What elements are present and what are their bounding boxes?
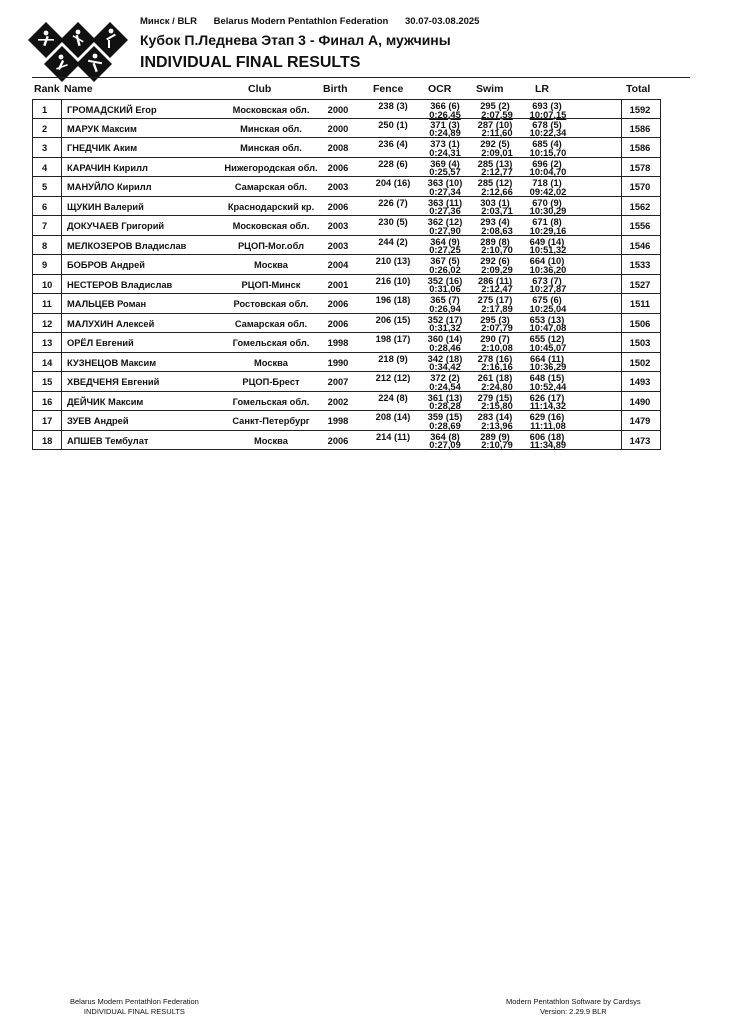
cell-name: МЕЛКОЗЕРОВ Владислав bbox=[67, 240, 187, 251]
cell-name: ОРЁЛ Евгений bbox=[67, 338, 134, 348]
cell-lr-points: 626 (17) bbox=[529, 392, 565, 403]
competition-title: Кубок П.Леднева Этап 3 - Финал А, мужчины bbox=[140, 32, 451, 48]
cell-swim-points: 286 (11) bbox=[477, 275, 513, 286]
cell-swim-time: 2:07,79 bbox=[481, 323, 513, 333]
cell-swim-time: 2:16,16 bbox=[481, 362, 513, 372]
cell-lr-points: 693 (3) bbox=[532, 101, 562, 111]
cell-ocr-points: 360 (14) bbox=[427, 334, 463, 344]
column-divider bbox=[61, 177, 62, 196]
column-header-ocr: OCR bbox=[428, 83, 452, 95]
cell-rank: 11 bbox=[42, 299, 52, 309]
cell-swim-points: 261 (18) bbox=[477, 373, 513, 383]
cell-ocr-time: 0:27,09 bbox=[429, 440, 461, 450]
cell-swim-time: 2:03,71 bbox=[481, 206, 513, 216]
cell-swim-points: 289 (8) bbox=[480, 236, 510, 247]
cell-club: Москва bbox=[254, 435, 288, 446]
cell-lr-time: 10:04,70 bbox=[529, 167, 567, 177]
cell-ocr-points: 369 (4) bbox=[430, 158, 460, 169]
cell-birth: 2003 bbox=[327, 221, 349, 231]
column-divider bbox=[621, 411, 622, 430]
cell-lr-points: 655 (12) bbox=[529, 334, 565, 344]
cell-name: ХВЕДЧЕНЯ Евгений bbox=[67, 377, 160, 387]
cell-birth: 2000 bbox=[327, 105, 349, 115]
footer-software: Modern Pentathlon Software by Cardsys bbox=[506, 997, 641, 1006]
column-divider bbox=[621, 372, 622, 391]
cell-birth: 2003 bbox=[327, 240, 349, 251]
cell-swim-time: 2:17,89 bbox=[481, 303, 513, 314]
cell-ocr-points: 361 (13) bbox=[427, 392, 463, 403]
cell-swim-points: 303 (1) bbox=[480, 197, 510, 208]
cell-birth: 2003 bbox=[327, 182, 349, 192]
cell-swim-time: 2:10,08 bbox=[481, 342, 513, 353]
cell-rank: 6 bbox=[42, 201, 48, 212]
cell-total: 1578 bbox=[629, 162, 651, 173]
table-row bbox=[33, 333, 660, 353]
cell-swim-time: 2:07,59 bbox=[481, 109, 513, 120]
column-divider bbox=[621, 158, 622, 177]
cell-rank: 14 bbox=[42, 357, 53, 368]
cell-lr-points: 673 (7) bbox=[532, 275, 562, 286]
cell-lr-points: 696 (2) bbox=[532, 158, 562, 169]
cell-name: ЗУЕВ Андрей bbox=[67, 416, 129, 426]
cell-swim-time: 2:10,70 bbox=[481, 245, 513, 255]
cell-swim-points: 283 (14) bbox=[477, 412, 513, 422]
cell-birth: 2006 bbox=[327, 435, 349, 446]
cell-birth: 2006 bbox=[327, 162, 349, 173]
report-title: INDIVIDUAL FINAL RESULTS bbox=[140, 54, 361, 71]
column-divider bbox=[621, 353, 622, 372]
cell-ocr-time: 0:24,54 bbox=[429, 381, 461, 392]
column-divider bbox=[61, 138, 62, 157]
cell-swim-time: 2:08,63 bbox=[481, 225, 513, 236]
cell-lr-time: 10:22,34 bbox=[529, 128, 567, 138]
cell-fence: 226 (7) bbox=[378, 197, 408, 208]
cell-total: 1527 bbox=[629, 279, 651, 290]
cell-club: Минская обл. bbox=[240, 123, 302, 134]
column-divider bbox=[61, 353, 62, 372]
cell-lr-points: 629 (16) bbox=[529, 412, 565, 422]
table-row bbox=[33, 275, 660, 295]
cell-swim-time: 2:09,29 bbox=[481, 264, 513, 275]
column-divider bbox=[621, 431, 622, 450]
column-divider bbox=[621, 216, 622, 235]
column-divider bbox=[61, 158, 62, 177]
column-divider bbox=[621, 100, 622, 118]
cell-birth: 2002 bbox=[327, 396, 349, 407]
cell-birth: 1990 bbox=[327, 357, 349, 368]
cell-lr-time: 10:29,16 bbox=[529, 225, 567, 236]
cell-rank: 18 bbox=[42, 435, 53, 446]
cell-ocr-points: 342 (18) bbox=[427, 353, 463, 364]
table-row bbox=[33, 158, 660, 178]
cell-name: БОБРОВ Андрей bbox=[67, 260, 145, 270]
cell-lr-points: 678 (5) bbox=[532, 119, 562, 130]
table-row bbox=[33, 177, 660, 197]
column-header-swim: Swim bbox=[476, 83, 504, 95]
cell-club: Самарская обл. bbox=[234, 182, 308, 192]
column-divider bbox=[621, 177, 622, 196]
column-divider bbox=[621, 255, 622, 274]
cell-name: МАНУЙЛО Кирилл bbox=[67, 182, 152, 192]
cell-total: 1493 bbox=[629, 377, 651, 387]
cell-ocr-time: 0:28,46 bbox=[429, 342, 461, 353]
cell-ocr-points: 352 (16) bbox=[427, 275, 463, 286]
cell-ocr-points: 363 (11) bbox=[427, 197, 463, 208]
cell-name: МАЛУХИН Алексей bbox=[67, 318, 155, 329]
column-divider bbox=[61, 119, 62, 138]
column-header-total: Total bbox=[626, 83, 651, 95]
cell-name: АПШЕВ Тембулат bbox=[67, 435, 149, 446]
cell-total: 1592 bbox=[629, 105, 651, 115]
cell-birth: 2000 bbox=[327, 123, 349, 134]
cell-lr-time: 11:34,89 bbox=[529, 440, 567, 450]
column-divider bbox=[621, 119, 622, 138]
cell-fence: 230 (5) bbox=[378, 217, 408, 227]
column-divider bbox=[61, 100, 62, 118]
cell-lr-time: 10:27,87 bbox=[529, 284, 567, 294]
column-divider bbox=[621, 392, 622, 411]
table-row bbox=[33, 138, 660, 158]
column-header-lr: LR bbox=[535, 83, 549, 95]
cell-ocr-points: 352 (17) bbox=[427, 314, 463, 325]
cell-total: 1546 bbox=[629, 240, 651, 251]
footer-right bbox=[506, 997, 641, 1017]
cell-club: Москва bbox=[254, 357, 288, 368]
cell-lr-time: 11:11,08 bbox=[530, 420, 566, 431]
cell-ocr-time: 0:28,28 bbox=[429, 401, 461, 411]
cell-rank: 4 bbox=[42, 162, 48, 173]
cell-name: НЕСТЕРОВ Владислав bbox=[67, 279, 173, 290]
cell-swim-points: 295 (2) bbox=[480, 101, 510, 111]
cell-fence: 210 (13) bbox=[375, 256, 411, 266]
column-divider bbox=[61, 333, 62, 352]
column-header-club: Club bbox=[248, 83, 272, 95]
cell-swim-points: 292 (6) bbox=[480, 256, 510, 266]
cell-swim-time: 2:12,66 bbox=[481, 186, 513, 197]
table-row bbox=[33, 431, 660, 451]
cell-swim-points: 278 (16) bbox=[477, 353, 513, 364]
cell-rank: 16 bbox=[42, 396, 53, 407]
cell-total: 1533 bbox=[629, 260, 651, 270]
cell-lr-time: 10:52,44 bbox=[529, 381, 567, 392]
cell-swim-points: 285 (12) bbox=[477, 178, 513, 188]
cell-birth: 2006 bbox=[327, 201, 349, 212]
table-row bbox=[33, 216, 660, 236]
cell-lr-points: 685 (4) bbox=[532, 139, 562, 149]
cell-lr-time: 10:07,15 bbox=[529, 109, 567, 120]
cell-name: ГРОМАДСКИЙ Егор bbox=[67, 105, 157, 115]
cell-ocr-time: 0:24,89 bbox=[429, 128, 461, 138]
cell-ocr-points: 362 (12) bbox=[427, 217, 463, 227]
cell-ocr-points: 372 (2) bbox=[430, 373, 460, 383]
cell-swim-points: 293 (4) bbox=[480, 217, 510, 227]
column-divider bbox=[621, 197, 622, 216]
cell-fence: 238 (3) bbox=[378, 101, 408, 111]
footer-report-title: INDIVIDUAL FINAL RESULTS bbox=[83, 1007, 185, 1016]
cell-name: МАЛЬЦЕВ Роман bbox=[67, 299, 147, 309]
cell-swim-time: 2:10,79 bbox=[481, 440, 513, 450]
cell-swim-points: 279 (15) bbox=[477, 392, 513, 403]
cell-fence: 224 (8) bbox=[378, 392, 408, 403]
event-info-line bbox=[140, 16, 493, 27]
table-row bbox=[33, 294, 660, 314]
cell-lr-points: 664 (10) bbox=[529, 256, 565, 266]
column-divider bbox=[61, 314, 62, 333]
cell-rank: 10 bbox=[42, 279, 53, 290]
cell-ocr-time: 0:26,94 bbox=[429, 303, 461, 314]
cell-lr-time: 10:51,32 bbox=[529, 245, 567, 255]
cell-birth: 1998 bbox=[327, 338, 349, 348]
cell-rank: 12 bbox=[42, 318, 53, 329]
cell-fence: 244 (2) bbox=[378, 236, 408, 247]
cell-rank: 15 bbox=[42, 377, 53, 387]
cell-rank: 1 bbox=[42, 105, 48, 115]
cell-lr-points: 664 (11) bbox=[529, 353, 565, 364]
cell-total: 1511 bbox=[629, 299, 651, 309]
column-divider bbox=[61, 294, 62, 313]
cell-ocr-time: 0:27,90 bbox=[429, 225, 461, 236]
cell-total: 1503 bbox=[629, 338, 651, 348]
column-divider bbox=[61, 372, 62, 391]
cell-ocr-time: 0:24,31 bbox=[429, 147, 461, 158]
column-divider bbox=[621, 294, 622, 313]
cell-ocr-points: 364 (9) bbox=[430, 236, 460, 247]
cell-ocr-points: 373 (1) bbox=[430, 139, 460, 149]
cell-swim-time: 2:12,77 bbox=[481, 167, 513, 177]
cell-fence: 212 (12) bbox=[375, 373, 411, 383]
table-row bbox=[33, 411, 660, 431]
table-row bbox=[33, 236, 660, 256]
table-row bbox=[33, 119, 660, 139]
cell-ocr-time: 0:27,36 bbox=[429, 206, 461, 216]
column-divider bbox=[61, 411, 62, 430]
cell-name: ДЕЙЧИК Максим bbox=[67, 396, 144, 407]
cell-lr-time: 10:45,07 bbox=[529, 342, 567, 353]
cell-rank: 8 bbox=[42, 240, 48, 251]
cell-total: 1502 bbox=[629, 357, 651, 368]
cell-rank: 3 bbox=[42, 143, 48, 153]
cell-club: Краснодарский кр. bbox=[227, 201, 315, 212]
cell-ocr-points: 363 (10) bbox=[427, 178, 463, 188]
column-divider bbox=[61, 197, 62, 216]
cell-lr-time: 10:25,04 bbox=[529, 303, 567, 314]
column-divider bbox=[61, 255, 62, 274]
cell-birth: 2007 bbox=[327, 377, 349, 387]
cell-fence: 214 (11) bbox=[375, 431, 411, 442]
cell-ocr-time: 0:25,57 bbox=[429, 167, 461, 177]
cell-birth: 2008 bbox=[327, 143, 349, 153]
column-header-fence: Fence bbox=[373, 83, 404, 95]
column-divider bbox=[61, 392, 62, 411]
cell-birth: 2006 bbox=[327, 299, 349, 309]
column-divider bbox=[621, 236, 622, 255]
cell-lr-time: 11:14,32 bbox=[529, 401, 567, 411]
cell-lr-time: 10:30,29 bbox=[529, 206, 567, 216]
cell-club: Московская обл. bbox=[232, 221, 310, 231]
cell-swim-time: 2:09,01 bbox=[481, 147, 513, 158]
column-header-name: Name bbox=[64, 83, 93, 92]
footer-version: Version: 2.29.9 BLR bbox=[539, 1007, 607, 1016]
federation-name: Belarus Modern Pentathlon Federation bbox=[213, 16, 389, 27]
cell-ocr-points: 364 (8) bbox=[430, 431, 460, 442]
cell-rank: 17 bbox=[42, 416, 53, 426]
cell-total: 1473 bbox=[629, 435, 651, 446]
cell-fence: 216 (10) bbox=[375, 275, 411, 286]
cell-swim-points: 295 (3) bbox=[480, 314, 510, 325]
event-location: Минск / BLR bbox=[140, 16, 197, 27]
cell-ocr-time: 0:27,34 bbox=[429, 186, 461, 197]
table-row bbox=[33, 197, 660, 217]
column-divider bbox=[61, 216, 62, 235]
table-row bbox=[33, 314, 660, 334]
column-divider bbox=[61, 431, 62, 450]
cell-ocr-points: 367 (5) bbox=[430, 256, 460, 266]
cell-lr-time: 10:15,70 bbox=[529, 147, 567, 158]
cell-swim-points: 289 (9) bbox=[480, 431, 510, 442]
cell-name: ДОКУЧАЕВ Григорий bbox=[67, 221, 165, 231]
column-divider bbox=[61, 275, 62, 294]
cell-ocr-time: 0:27,25 bbox=[429, 245, 461, 255]
cell-swim-time: 2:13,96 bbox=[481, 420, 513, 431]
cell-ocr-points: 359 (15) bbox=[427, 412, 463, 422]
cell-birth: 1998 bbox=[327, 416, 349, 426]
cell-lr-time: 10:36,29 bbox=[529, 362, 567, 372]
cell-lr-points: 671 (8) bbox=[532, 217, 562, 227]
cell-lr-time: 10:36,20 bbox=[529, 264, 567, 275]
cell-club: Ростовская обл. bbox=[233, 299, 309, 309]
table-row bbox=[33, 255, 660, 275]
cell-club: Москва bbox=[254, 260, 288, 270]
cell-swim-points: 285 (13) bbox=[477, 158, 513, 169]
cell-fence: 218 (9) bbox=[378, 353, 408, 364]
column-divider bbox=[621, 138, 622, 157]
column-divider bbox=[621, 333, 622, 352]
cell-name: КАРАЧИН Кирилл bbox=[67, 162, 148, 173]
cell-ocr-points: 365 (7) bbox=[430, 295, 460, 305]
header-divider bbox=[32, 77, 690, 78]
table-row bbox=[33, 392, 660, 412]
cell-fence: 204 (16) bbox=[375, 178, 411, 188]
cell-fence: 198 (17) bbox=[375, 334, 411, 344]
cell-lr-points: 653 (13) bbox=[529, 314, 565, 325]
cell-ocr-points: 371 (3) bbox=[430, 119, 460, 130]
cell-club: Нижегородская обл. bbox=[224, 162, 318, 173]
cell-rank: 7 bbox=[42, 221, 48, 231]
results-table bbox=[32, 99, 661, 450]
cell-lr-points: 670 (9) bbox=[532, 197, 562, 208]
cell-club: РЦОП-Минск bbox=[241, 279, 301, 290]
cell-birth: 2006 bbox=[327, 318, 349, 329]
column-divider bbox=[621, 275, 622, 294]
cell-name: ЩУКИН Валерий bbox=[67, 201, 144, 212]
cell-fence: 196 (18) bbox=[375, 295, 411, 305]
cell-swim-points: 287 (10) bbox=[477, 119, 513, 130]
cell-total: 1562 bbox=[629, 201, 651, 212]
cell-rank: 9 bbox=[42, 260, 48, 270]
column-header-rank: Rank bbox=[34, 83, 60, 92]
cell-total: 1490 bbox=[629, 396, 651, 407]
column-divider bbox=[61, 236, 62, 255]
cell-lr-time: 10:47,08 bbox=[529, 323, 567, 333]
cell-rank: 2 bbox=[42, 123, 48, 134]
cell-total: 1506 bbox=[629, 318, 651, 329]
cell-birth: 2001 bbox=[327, 279, 349, 290]
cell-club: Гомельская обл. bbox=[232, 396, 310, 407]
cell-lr-points: 649 (14) bbox=[529, 236, 565, 247]
cell-lr-points: 718 (1) bbox=[532, 178, 562, 188]
event-dates: 30.07-03.08.2025 bbox=[404, 16, 480, 27]
table-row bbox=[33, 353, 660, 373]
cell-birth: 2004 bbox=[327, 260, 349, 270]
cell-ocr-time: 0:26,02 bbox=[429, 264, 461, 275]
cell-lr-points: 648 (15) bbox=[529, 373, 565, 383]
cell-fence: 250 (1) bbox=[378, 119, 408, 130]
cell-ocr-time: 0:31,32 bbox=[429, 323, 461, 333]
cell-club: РЦОП-Брест bbox=[242, 377, 300, 387]
cell-swim-time: 2:11,60 bbox=[481, 128, 513, 138]
footer-federation: Belarus Modern Pentathlon Federation bbox=[70, 997, 199, 1006]
cell-ocr-time: 0:28,69 bbox=[429, 420, 461, 431]
cell-lr-time: 09:42,02 bbox=[529, 186, 567, 197]
cell-ocr-time: 0:34,42 bbox=[429, 362, 461, 372]
cell-total: 1586 bbox=[629, 123, 651, 134]
cell-club: Гомельская обл. bbox=[232, 338, 310, 348]
table-row bbox=[33, 372, 660, 392]
cell-name: КУЗНЕЦОВ Максим bbox=[67, 357, 157, 368]
cell-club: Минская обл. bbox=[240, 143, 302, 153]
cell-fence: 228 (6) bbox=[378, 158, 408, 169]
cell-ocr-time: 0:26,45 bbox=[429, 109, 461, 120]
cell-fence: 206 (15) bbox=[375, 314, 411, 325]
column-header-birth: Birth bbox=[323, 83, 348, 95]
cell-swim-points: 292 (5) bbox=[480, 139, 510, 149]
cell-rank: 5 bbox=[42, 182, 48, 192]
cell-swim-time: 2:24,80 bbox=[481, 381, 513, 392]
cell-name: МАРУК Максим bbox=[67, 123, 137, 134]
cell-rank: 13 bbox=[42, 338, 53, 348]
cell-total: 1479 bbox=[629, 416, 651, 426]
cell-swim-points: 275 (17) bbox=[477, 295, 513, 305]
cell-fence: 236 (4) bbox=[378, 139, 408, 149]
cell-total: 1556 bbox=[629, 221, 651, 231]
cell-fence: 208 (14) bbox=[375, 412, 411, 422]
cell-lr-points: 675 (6) bbox=[532, 295, 562, 305]
cell-club: РЦОП-Мог.обл bbox=[237, 240, 305, 251]
cell-name: ГНЕДЧИК Аким bbox=[67, 143, 138, 153]
cell-total: 1570 bbox=[629, 182, 651, 192]
cell-ocr-time: 0:31,06 bbox=[429, 284, 461, 294]
column-divider bbox=[621, 314, 622, 333]
cell-club: Санкт-Петербург bbox=[232, 416, 310, 426]
cell-ocr-points: 366 (6) bbox=[430, 101, 460, 111]
footer-left bbox=[70, 997, 199, 1017]
cell-club: Самарская обл. bbox=[234, 318, 308, 329]
cell-swim-time: 2:15,80 bbox=[481, 401, 513, 411]
cell-swim-time: 2:12,47 bbox=[481, 284, 513, 294]
cell-swim-points: 290 (7) bbox=[480, 334, 510, 344]
table-row bbox=[33, 99, 660, 119]
cell-lr-points: 606 (18) bbox=[529, 431, 565, 442]
cell-total: 1586 bbox=[629, 143, 651, 153]
cell-club: Московская обл. bbox=[232, 105, 310, 115]
